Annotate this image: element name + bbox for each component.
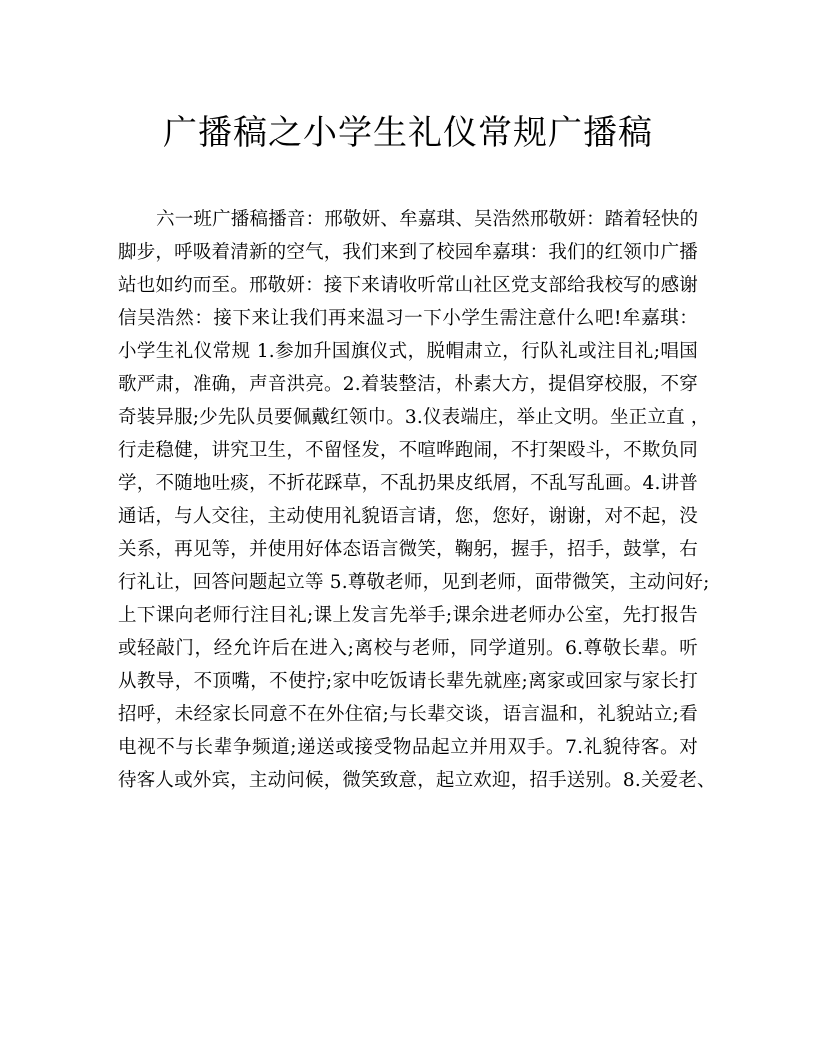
body-line: 或轻敲门，经允许后在进入;离校与老师，同学道别。6.尊敬长辈。听 (118, 638, 698, 659)
body-line: 行礼让，回答问题起立等 5.尊敬老师，见到老师，面带微笑，主动问好; (118, 572, 710, 593)
body-line: 奇装异服;少先队员要佩戴红领巾。3.仪表端庄，举止文明。坐正立直 ， (118, 407, 710, 428)
body-line: 从教导，不顶嘴，不使拧;家中吃饭请长辈先就座;离家或回家与家长打 (118, 671, 698, 692)
body-line: 待客人或外宾，主动问候，微笑致意，起立欢迎，招手送别。8.关爱老、 (118, 770, 716, 791)
body-line: 六一班广播稿播音：邢敬妍、牟嘉琪、吴浩然邢敬妍：踏着轻快的 (156, 209, 699, 230)
body-line: 学，不随地吐痰，不折花踩草，不乱扔果皮纸屑，不乱写乱画。4.讲普 (118, 473, 698, 494)
body-line: 招呼，未经家长同意不在外住宿;与长辈交谈，语言温和，礼貌站立;看 (118, 704, 698, 725)
body-line: 脚步，呼吸着清新的空气，我们来到了校园牟嘉琪：我们的红领巾广播 (118, 242, 698, 263)
document-title: 广播稿之小学生礼仪常规广播稿 (163, 113, 653, 153)
body-line: 行走稳健，讲究卫生，不留怪发，不喧哗跑闹，不打架殴斗，不欺负同 (118, 440, 698, 461)
body-line: 站也如约而至。邢敬妍：接下来请收听常山社区党支部给我校写的感谢 (118, 275, 698, 296)
body-line: 关系，再见等，并使用好体态语言微笑，鞠躬，握手，招手，鼓掌，右 (118, 539, 698, 560)
body-line: 小学生礼仪常规 1.参加升国旗仪式，脱帽肃立，行队礼或注目礼;唱国 (118, 341, 698, 362)
document-body (118, 203, 716, 797)
body-line: 电视不与长辈争频道;递送或接受物品起立并用双手。7.礼貌待客。对 (118, 737, 698, 758)
body-line: 歌严肃，准确，声音洪亮。2.着装整洁，朴素大方，提倡穿校服，不穿 (118, 374, 698, 395)
body-line: 上下课向老师行注目礼;课上发言先举手;课余进老师办公室，先打报告 (118, 605, 698, 626)
body-line: 信吴浩然：接下来让我们再来温习一下小学生需注意什么吧!牟嘉琪： (118, 308, 698, 329)
body-line: 通话，与人交往，主动使用礼貌语言请，您，您好，谢谢，对不起，没 (118, 506, 698, 527)
